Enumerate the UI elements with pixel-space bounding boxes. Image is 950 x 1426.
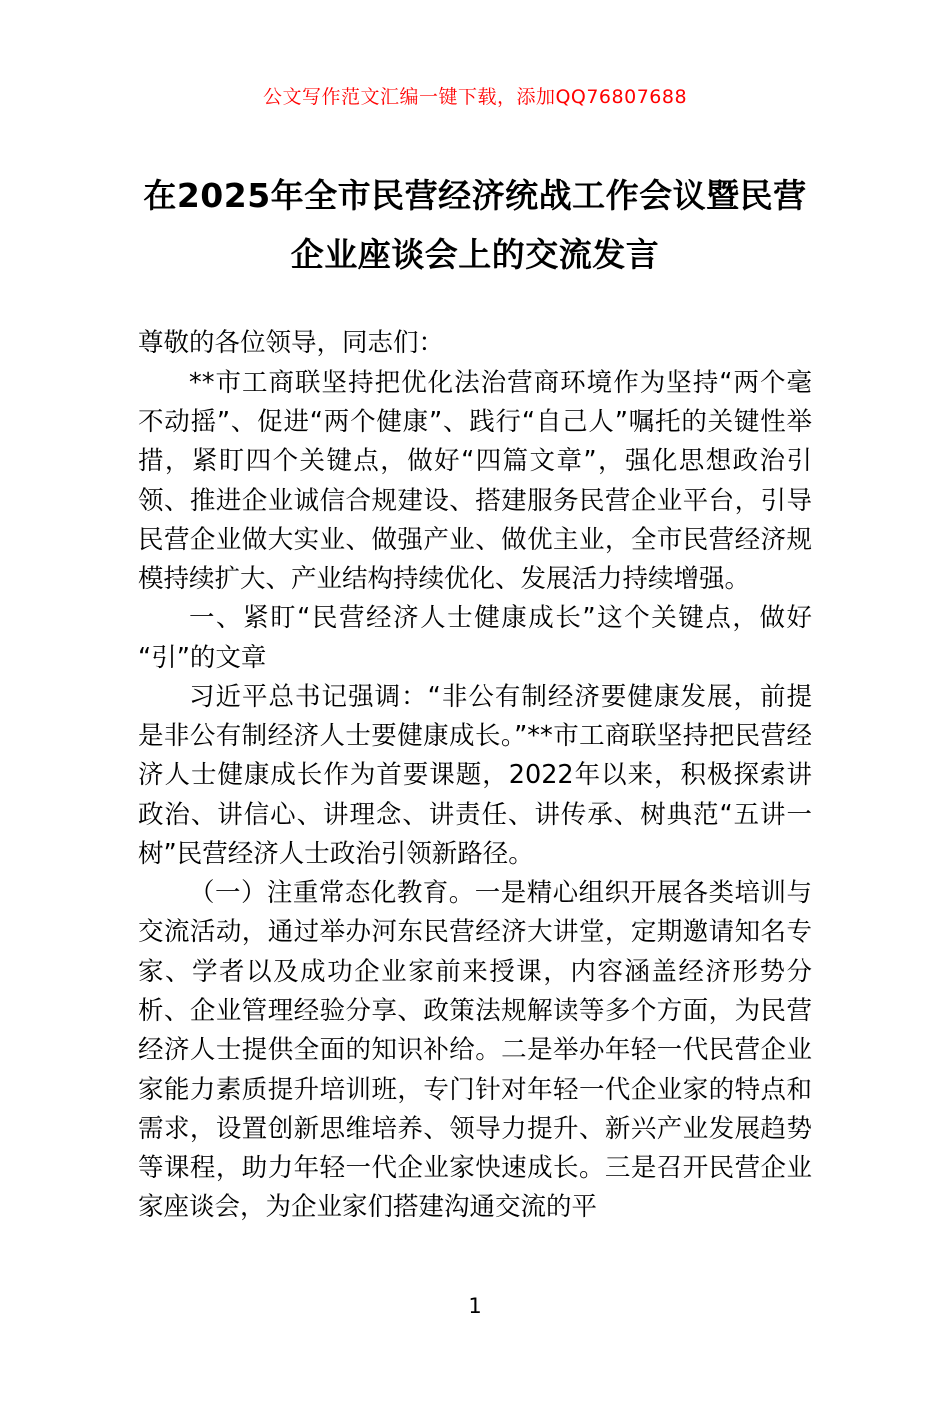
document-body	[138, 324, 812, 1227]
paragraph-quote: 习近平总书记强调：“非公有制经济要健康发展，前提是非公有制经济人士要健康成长。”**市工商联坚持把民营经济人士健康成长作为首要课题，2022年以来，积极探索讲政治、讲信心、讲理念、讲责任、讲传承、树典范“五讲一树”民营经济人士政治引领新路径。	[138, 681, 812, 869]
paragraph-salutation: 尊敬的各位领导，同志们：	[138, 328, 445, 359]
paragraph-subsection-one: （一）注重常态化教育。一是精心组织开展各类培训与交流活动，通过举办河东民营经济大讲堂，定期邀请知名专家、学者以及成功企业家前来授课，内容涵盖经济形势分析、企业管理经验分享、政策法规解读等多个方面，为民营经济人士提供全面的知识补给。二是举办年轻一代民营企业家能力素质提升培训班，专门针对年轻一代企业家的特点和需求，设置创新思维培养、领导力提升、新兴产业发展趋势等课程，助力年轻一代企业家快速成长。三是召开民营企业家座谈会，为企业家们搭建沟通交流的平	[138, 878, 812, 1223]
page-number: 1	[468, 1294, 482, 1318]
document-page	[0, 82, 950, 1426]
watermark-text: 公文写作范文汇编一键下载，添加QQ76807688	[262, 86, 688, 108]
page-title: 在2025年全市民营经济统战工作会议暨民营企业座谈会上的交流发言	[143, 176, 807, 274]
paragraph-heading-one: 一、紧盯“民营经济人士健康成长”这个关键点，做好“引”的文章	[138, 603, 812, 673]
paragraph-intro: **市工商联坚持把优化法治营商环境作为坚持“两个毫不动摇”、促进“两个健康”、践行“自己人”嘱托的关键性举措，紧盯四个关键点，做好“四篇文章”，强化思想政治引领、推进企业诚信合规建设、搭建服务民营企业平台，引导民营企业做大实业、做强产业、做优主业，全市民营经济规模持续扩大、产业结构持续优化、发展活力持续增强。	[138, 367, 812, 595]
